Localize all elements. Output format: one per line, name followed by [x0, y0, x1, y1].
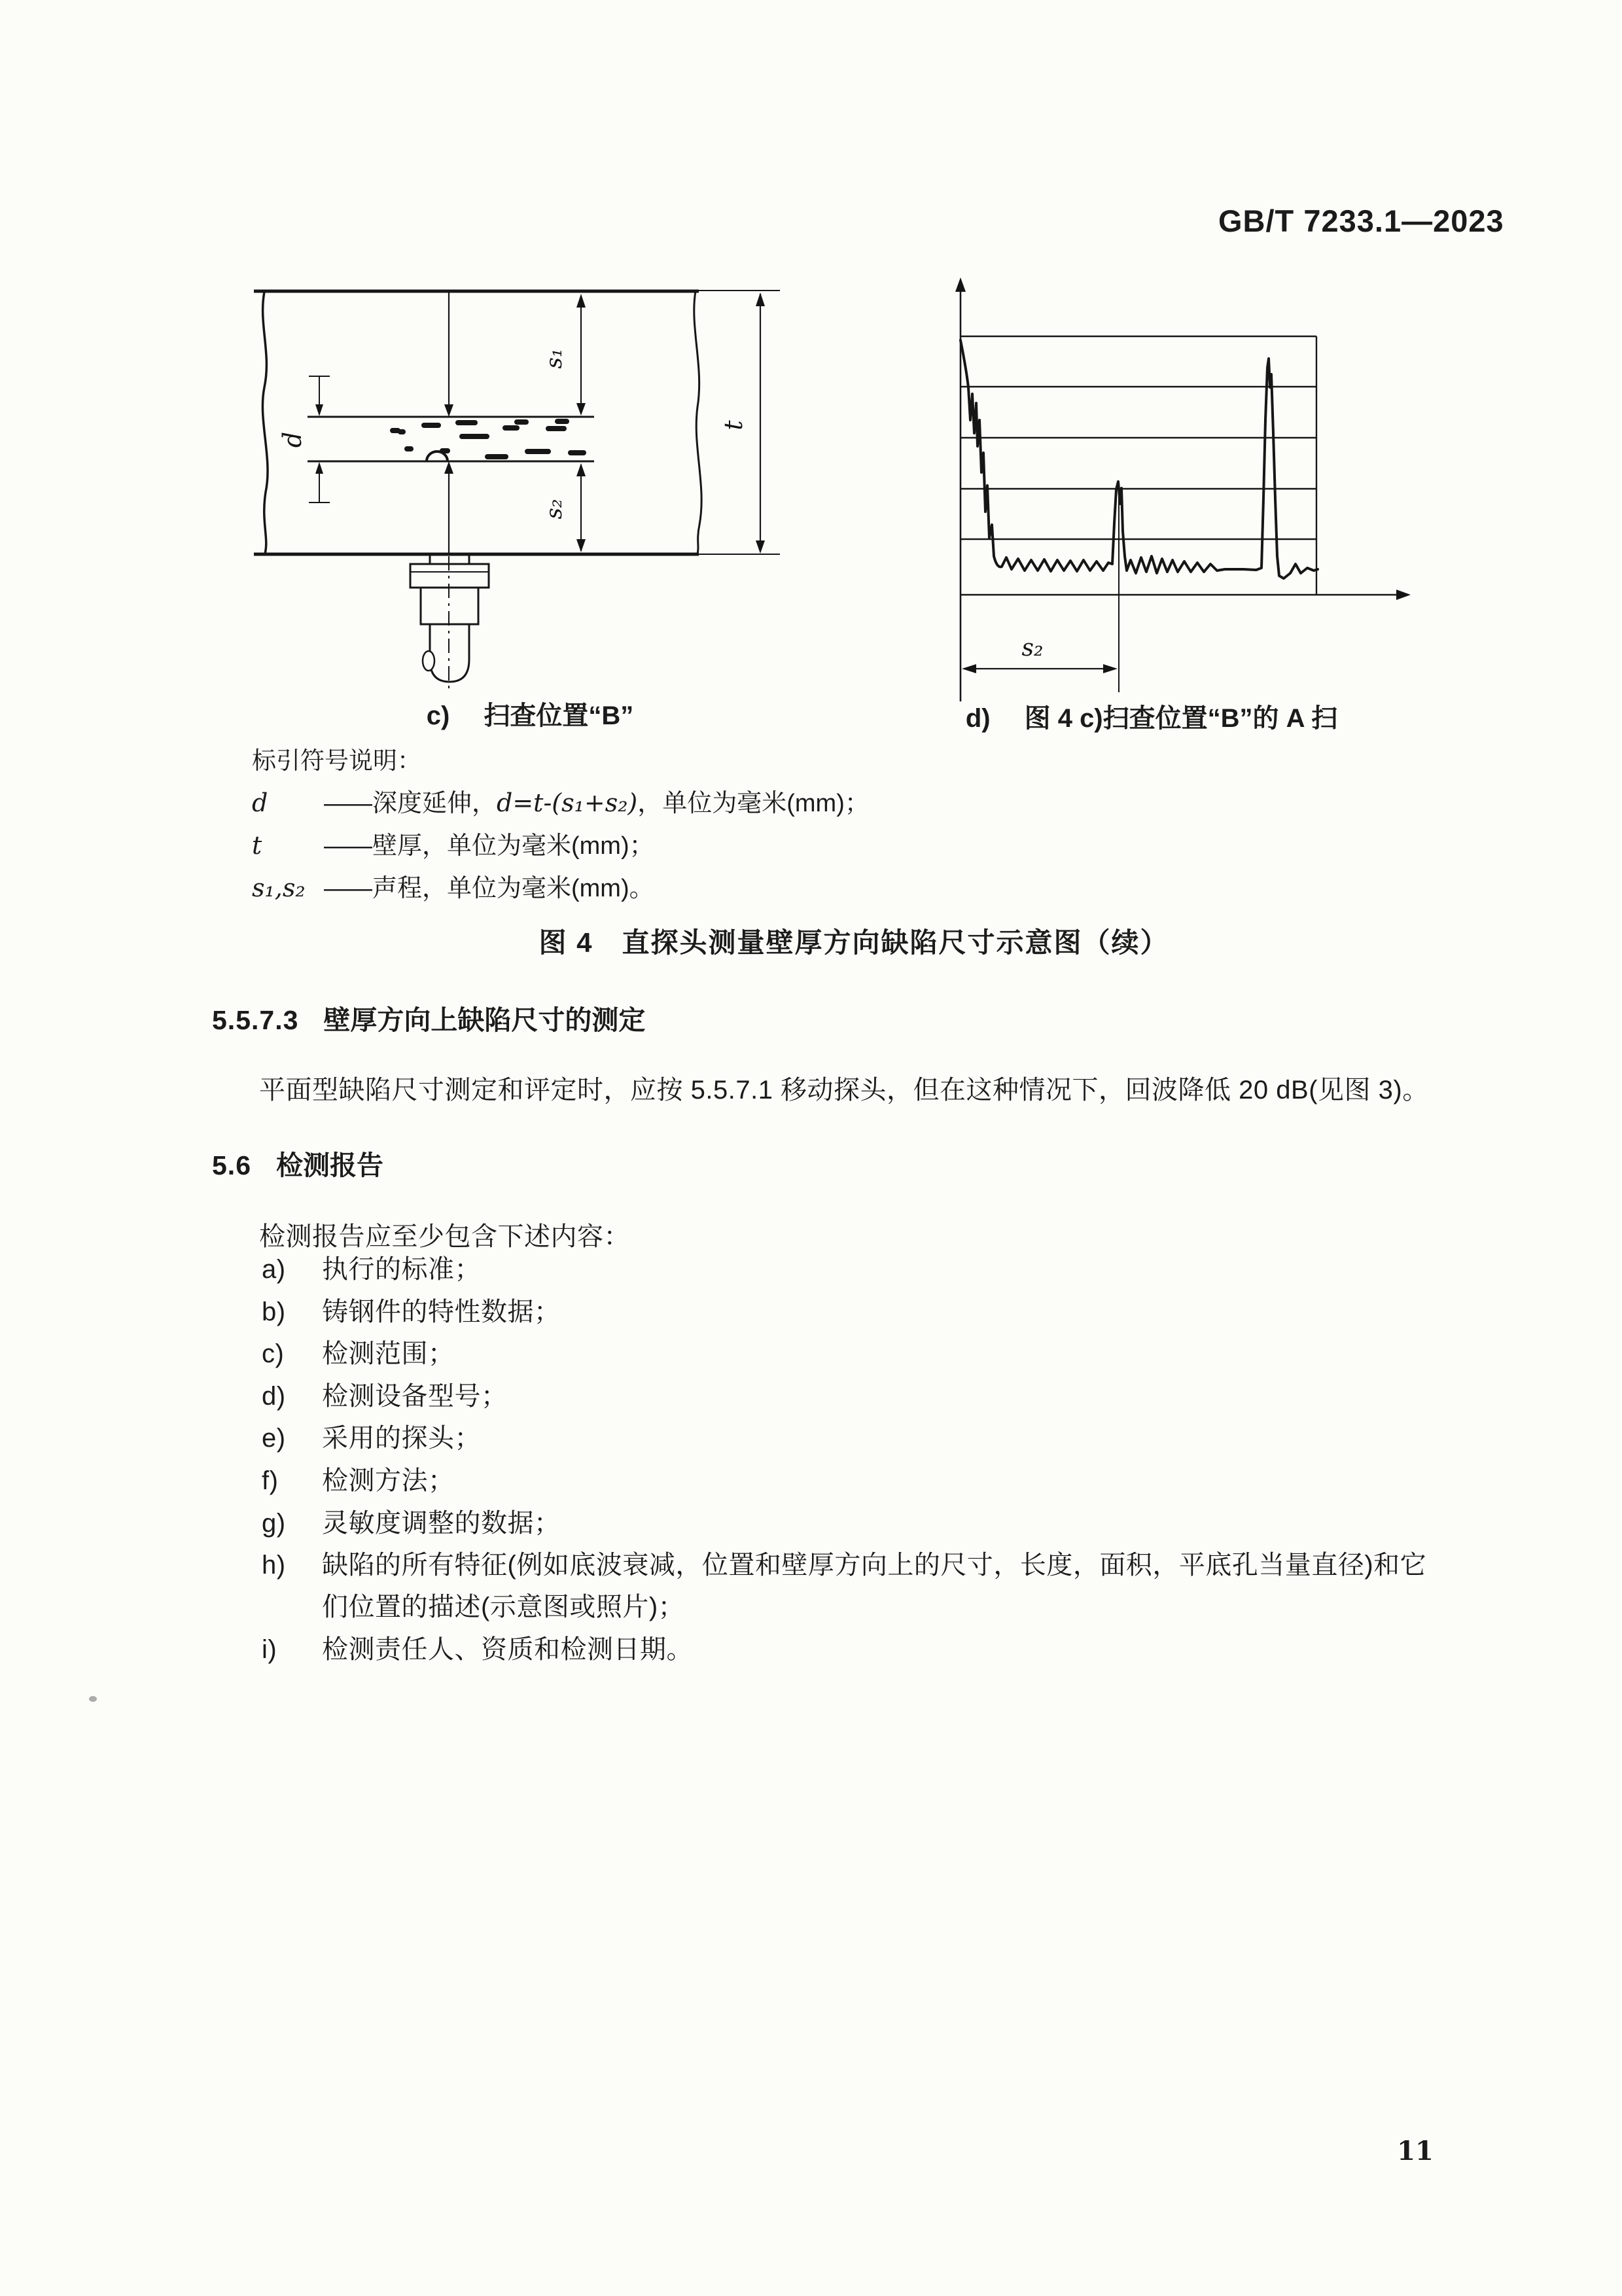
- list-item-a: [262, 1248, 481, 1286]
- list-item-text: 检测设备型号；: [322, 1382, 508, 1411]
- list-item-text: 执行的标准；: [322, 1255, 481, 1284]
- figure-d-ascan-diagram: [936, 274, 1420, 707]
- legend-formula: d=t-(s₁+s₂): [497, 788, 638, 817]
- list-item-label: b): [262, 1298, 286, 1326]
- list-item-label: a): [262, 1255, 286, 1284]
- section-5573-heading: [212, 998, 645, 1037]
- standard-number-header: GB/T 7233.1—2023: [1218, 203, 1504, 238]
- legend-symbol-d: d: [252, 788, 268, 817]
- legend-item-t: [252, 825, 654, 861]
- list-item-text: 采用的探头；: [322, 1424, 481, 1453]
- list-item-text: 检测范围；: [322, 1339, 455, 1368]
- scan-speck-artifact: [89, 1696, 97, 1702]
- left-torn-edge: [262, 292, 268, 554]
- section-56-intro: 检测报告应至少包含下述内容：: [259, 1222, 630, 1251]
- caption-sub-d: [955, 698, 1348, 735]
- legend-text: 壁厚，单位为毫米(mm)；: [372, 832, 654, 860]
- right-torn-edge: [694, 291, 701, 554]
- list-item-text: 们位置的描述(示意图或照片)；: [322, 1593, 685, 1621]
- legend-title: 标引符号说明：: [252, 747, 421, 774]
- caption-sub-d-label: d): [965, 704, 991, 733]
- dimension-arrowheads: [315, 292, 765, 554]
- list-item-label: f): [262, 1466, 279, 1495]
- list-item-text: 检测责任人、资质和检测日期。: [322, 1635, 693, 1664]
- section-5573-number: 5.5.7.3: [212, 1005, 299, 1035]
- dim-label-s1: s₁: [541, 348, 567, 369]
- caption-sub-d-text: 图 4 c)扫查位置“B”的 A 扫: [1024, 704, 1338, 733]
- defect-porosity-marks: [393, 421, 584, 457]
- section-56-heading: [212, 1144, 383, 1182]
- section-56-title: 检测报告: [276, 1150, 383, 1180]
- section-5573-title: 壁厚方向上缺陷尺寸的测定: [323, 1005, 646, 1035]
- legend-text-post: ，单位为毫米(mm)；: [637, 790, 870, 817]
- section-5573-body: 平面型缺陷尺寸测定和评定时，应按 5.5.7.1 移动探头，但在这种情况下，回波降低 20 dB(见图 3)。: [259, 1076, 1429, 1104]
- figure-c-cross-section-diagram: [249, 281, 811, 695]
- legend-dash: ——: [324, 790, 371, 817]
- section-56-number: 5.6: [212, 1150, 251, 1180]
- list-item-text: 灵敏度调整的数据；: [322, 1509, 561, 1538]
- list-item-b: [262, 1291, 561, 1328]
- list-item-text: 缺陷的所有特征(例如底波衰减，位置和壁厚方向上的尺寸，长度，面积，平底孔当量直径)和它: [322, 1551, 1427, 1580]
- dim-label-s2: s₂: [541, 499, 567, 520]
- dim-label-t: t: [719, 420, 748, 431]
- legend-dash: ——: [324, 832, 371, 860]
- caption-sub-c-label: c): [426, 701, 450, 730]
- list-item-d: [262, 1375, 508, 1413]
- list-item-g: [262, 1502, 561, 1540]
- caption-sub-c-text: 扫查位置“B”: [484, 701, 634, 730]
- list-item-label: h): [262, 1551, 286, 1580]
- legend-text-pre: 深度延伸，: [372, 790, 497, 817]
- list-item-h-line2: [322, 1586, 684, 1623]
- legend-item-d: [252, 783, 870, 819]
- page-number: 11: [1397, 2136, 1434, 2166]
- legend-symbol-s1s2: s₁,s₂: [252, 874, 306, 902]
- legend-dash: ——: [324, 875, 371, 902]
- dim-label-s2-ascan: s₂: [1021, 635, 1044, 662]
- list-item-f: [262, 1460, 455, 1497]
- list-item-label: c): [262, 1339, 285, 1368]
- list-item-label: e): [262, 1424, 286, 1453]
- list-item-c: [262, 1333, 455, 1370]
- ascan-waveform: [961, 340, 1318, 578]
- list-item-text: 铸钢件的特性数据；: [322, 1298, 561, 1326]
- list-item-label: g): [262, 1509, 286, 1538]
- legend-item-s1s2: [252, 868, 654, 904]
- list-item-label: i): [262, 1635, 277, 1664]
- legend-text: 声程，单位为毫米(mm)。: [372, 875, 654, 902]
- list-item-e: [262, 1417, 481, 1455]
- defect-arc-mark: [427, 451, 448, 461]
- list-item-text: 检测方法；: [322, 1466, 455, 1495]
- list-item-h: [262, 1544, 1426, 1581]
- legend-symbol-t: t: [252, 831, 262, 860]
- dim-label-d: d: [278, 431, 307, 448]
- caption-sub-c: [393, 695, 667, 732]
- figure-caption: 图 4 直探头测量壁厚方向缺陷尺寸示意图（续）: [538, 927, 1169, 958]
- list-item-label: d): [262, 1382, 286, 1411]
- list-item-i: [262, 1629, 693, 1666]
